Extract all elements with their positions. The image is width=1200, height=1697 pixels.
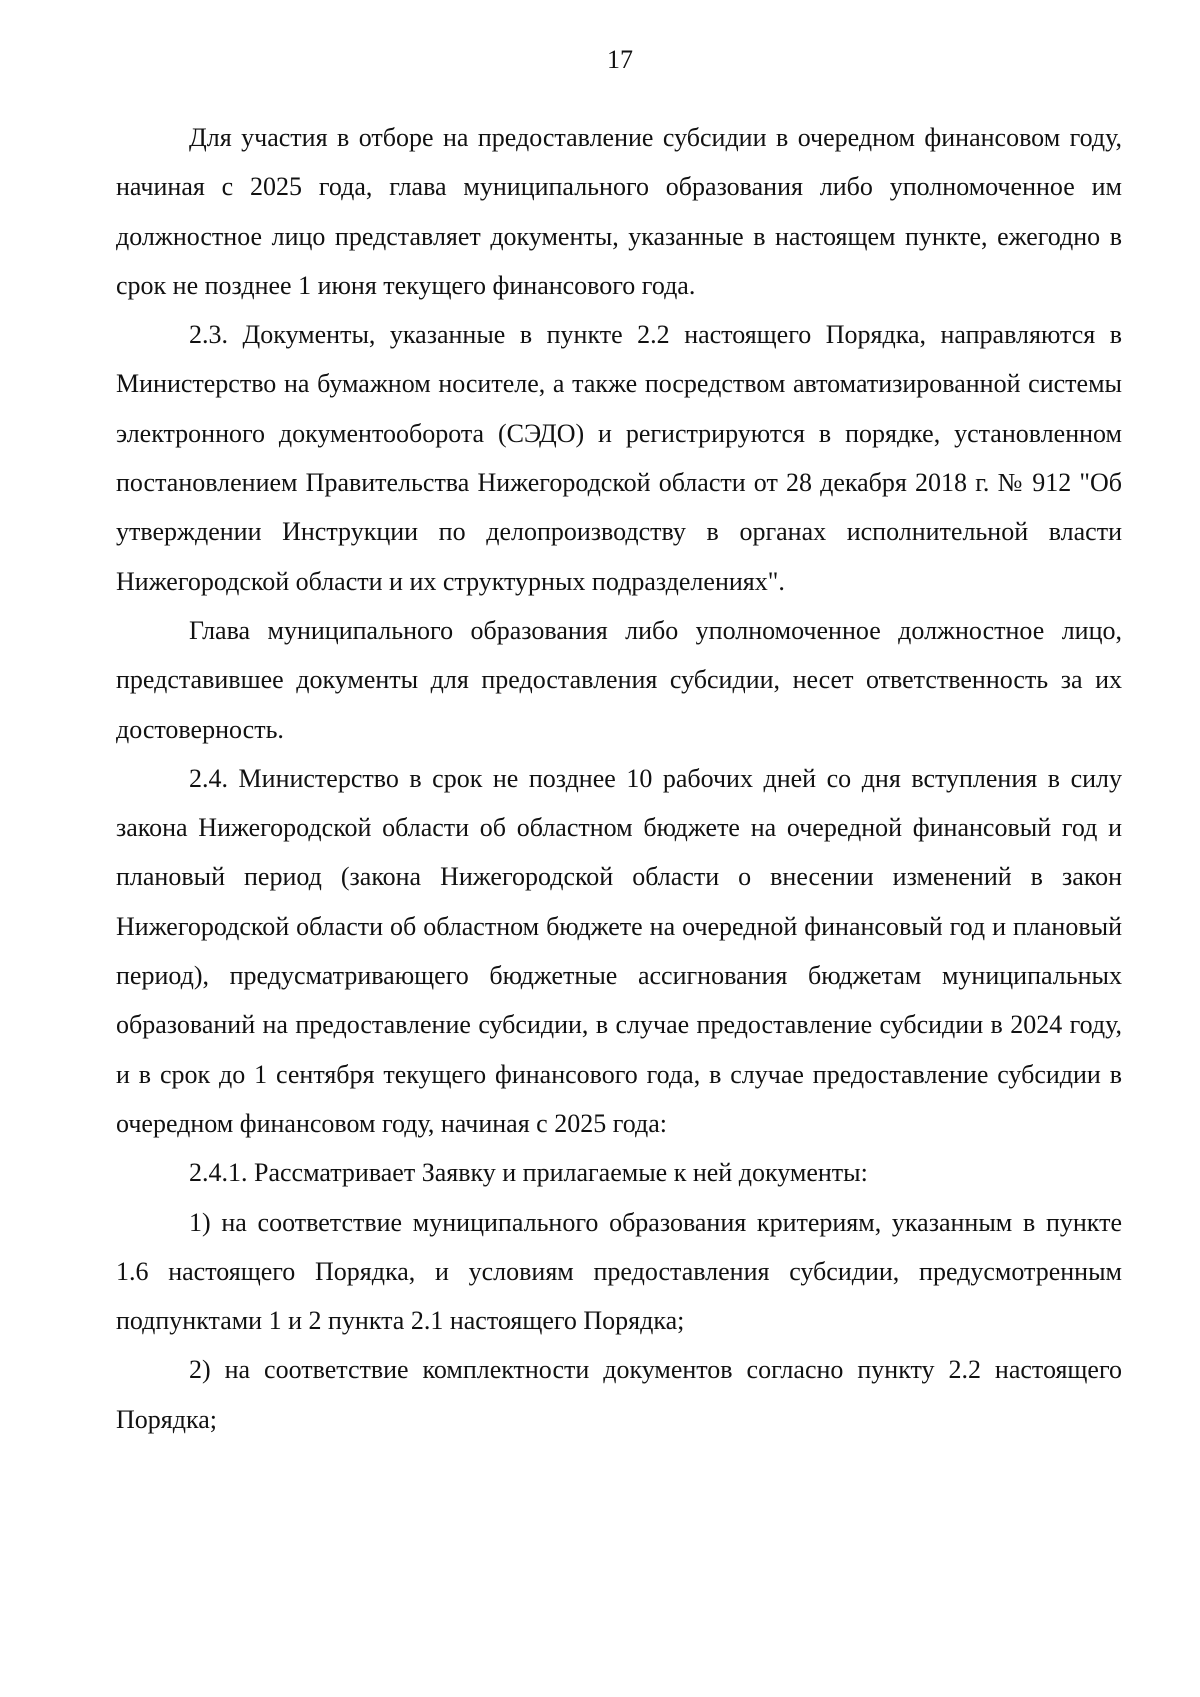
list-item-2: 2) на соответствие комплектности документов согласно пункту 2.2 настоящего Порядка; bbox=[116, 1355, 1122, 1434]
paragraph-responsibility: Глава муниципального образования либо уполномоченное должностное лицо, представившее документы для предоставления субсидии, несет ответственность за их достоверность. bbox=[116, 615, 1122, 744]
paragraph-2-4: 2.4. Министерство в срок не позднее 10 рабочих дней со дня вступления в силу закона Нижегородской области об областном бюджете на очередной финансовый год и плановый период (закона Нижегородской области о внесении изменений в закон Нижегородской области об областном бюджете на очередной финансовый год и плановый период), предусматривающего бюджетные ассигнования бюджетам муниципальных образований на предоставление субсидии, в случае предоставление субсидии в 2024 году, и в срок до 1 сентября текущего финансового года, в случае предоставление субсидии в очередном финансовом году, начиная с 2025 года: bbox=[116, 763, 1122, 1138]
paragraph-2-3: 2.3. Документы, указанные в пункте 2.2 настоящего Порядка, направляются в Министерство на бумажном носителе, а также посредством автоматизированной системы электронного документооборота (СЭДО) и регистрируются в порядке, установленном постановлением Правительства Нижегородской области от 28 декабря 2018 г. № 912 "Об утверждении Инструкции по делопроизводству в органах исполнительной власти Нижегородской области и их структурных подразделениях". bbox=[116, 320, 1122, 596]
page-number: 17 bbox=[607, 45, 633, 74]
list-item-1: 1) на соответствие муниципального образования критериям, указанным в пункте 1.6 настоящего Порядка, и условиям предоставления субсидии, предусмотренным подпунктами 1 и 2 пункта 2.1 настоящего Порядка; bbox=[116, 1207, 1122, 1336]
document-body bbox=[116, 113, 1122, 1444]
paragraph-selection-participation: Для участия в отборе на предоставление субсидии в очередном финансовом году, начиная с 2025 года, глава муниципального образования либо уполномоченное им должностное лицо представляет документы, указанные в настоящем пункте, ежегодно в срок не позднее 1 июня текущего финансового года. bbox=[116, 123, 1122, 300]
paragraph-2-4-1: 2.4.1. Рассматривает Заявку и прилагаемые к ней документы: bbox=[189, 1158, 868, 1188]
